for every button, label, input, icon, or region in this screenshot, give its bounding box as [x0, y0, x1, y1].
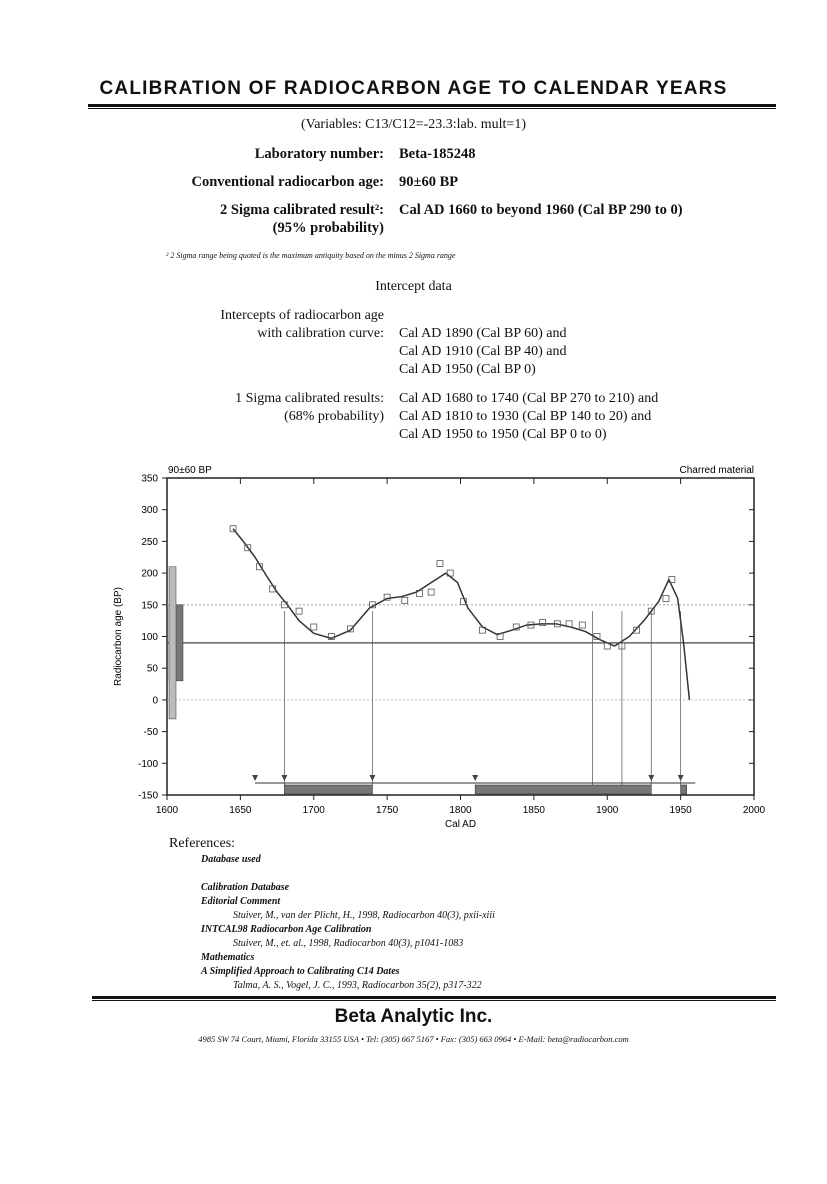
x-tick-label: 1600 — [155, 805, 179, 816]
x-tick-label: 1800 — [449, 805, 472, 816]
calibration-point — [663, 595, 669, 601]
y-tick-label: -100 — [137, 758, 158, 770]
sigma1-value: Cal AD 1680 to 1740 (Cal BP 270 to 210) and — [399, 391, 659, 406]
reference-line: Stuiver, M., van der Plicht, H., 1998, Radiocarbon 40(3), pxii-xiii — [233, 910, 495, 921]
top-rule — [88, 104, 776, 107]
x-tick-label: 1750 — [376, 805, 399, 816]
plot-frame — [167, 478, 754, 795]
age-distribution-sigma2 — [169, 567, 176, 719]
sigma1-label: 1 Sigma calibrated results: — [235, 391, 384, 406]
top-rule-thin — [88, 108, 776, 109]
variables-line: (Variables: C13/C12=-23.3:lab. mult=1) — [301, 117, 526, 132]
range-marker — [648, 775, 654, 781]
x-tick-label: 1700 — [302, 805, 325, 816]
intercept-value: Cal AD 1910 (Cal BP 40) and — [399, 344, 567, 359]
x-tick-label: 1950 — [669, 805, 692, 816]
x-tick-label: 1850 — [522, 805, 545, 816]
y-tick-label: 50 — [146, 663, 158, 675]
sigma1-value: Cal AD 1950 to 1950 (Cal BP 0 to 0) — [399, 427, 607, 442]
reference-line: Talma, A. S., Vogel, J. C., 1993, Radiocarbon 35(2), p317-322 — [233, 980, 482, 991]
intercepts-label-2: with calibration curve: — [257, 326, 384, 341]
range-marker — [281, 775, 287, 781]
y-tick-label: 0 — [152, 695, 158, 707]
y-tick-label: 300 — [141, 505, 158, 517]
reference-line: Editorial Comment — [201, 896, 281, 907]
sigma1-range-bar — [681, 785, 687, 794]
sigma1-range-bar — [284, 785, 372, 794]
range-marker — [252, 775, 258, 781]
sample-age-label: 90±60 BP — [168, 465, 212, 476]
calibration-point — [437, 561, 443, 567]
reference-line: Mathematics — [201, 952, 255, 963]
bottom-rule-thin — [92, 1000, 776, 1001]
material-label: Charred material — [679, 465, 754, 476]
y-tick-label: 100 — [141, 632, 158, 643]
conventional-age-label: Conventional radiocarbon age: — [191, 174, 384, 190]
intercepts-label-1: Intercepts of radiocarbon age — [220, 308, 384, 323]
x-axis-label: Cal AD — [444, 819, 477, 830]
reference-line: Calibration Database — [201, 882, 290, 893]
y-tick-label: 200 — [141, 568, 158, 580]
sigma2-label: 2 Sigma calibrated result²: — [220, 202, 384, 218]
y-axis-label: Radiocarbon age (BP) — [113, 587, 124, 686]
range-marker — [369, 775, 375, 781]
calibration-chart — [105, 455, 775, 835]
sigma2-probability-label: (95% probability) — [272, 220, 384, 236]
reference-line: Stuiver, M., et. al., 1998, Radiocarbon 40(3), p1041-1083 — [233, 938, 464, 949]
intercept-value: Cal AD 1890 (Cal BP 60) and — [399, 326, 567, 341]
calibration-point — [428, 589, 434, 595]
sigma1-probability-label: (68% probability) — [284, 409, 384, 424]
sigma1-range-bar — [475, 785, 651, 794]
intercept-title: Intercept data — [375, 279, 452, 294]
y-tick-label: 150 — [141, 600, 158, 612]
references-title: References: — [169, 836, 236, 851]
intercept-value: Cal AD 1950 (Cal BP 0) — [399, 362, 536, 377]
reference-line — [201, 867, 495, 881]
sigma1-value: Cal AD 1810 to 1930 (Cal BP 140 to 20) and — [399, 409, 652, 424]
x-tick-label: 1900 — [596, 805, 619, 816]
calibration-point — [579, 622, 585, 628]
calibration-point — [402, 597, 408, 603]
lab-number-value: Beta-185248 — [399, 146, 476, 162]
footnote: ² 2 Sigma range being quoted is the maximum antiquity based on the minus 2 Sigma range — [166, 251, 456, 260]
calibration-point — [296, 608, 302, 614]
y-tick-label: -50 — [143, 727, 158, 739]
y-tick-label: -150 — [137, 790, 158, 802]
reference-line: A Simplified Approach to Calibrating C14 Dates — [201, 966, 400, 977]
calibration-point — [540, 620, 546, 626]
x-tick-label: 1650 — [229, 805, 252, 816]
range-marker — [472, 775, 478, 781]
y-tick-label: 250 — [141, 536, 158, 548]
bottom-rule — [92, 996, 776, 999]
calibration-point — [311, 624, 317, 630]
range-marker — [678, 775, 684, 781]
reference-line: Database used — [201, 854, 261, 865]
company-name: Beta Analytic Inc. — [334, 1006, 493, 1027]
references-list — [201, 853, 495, 993]
x-tick-label: 2000 — [742, 805, 766, 816]
y-tick-label: 350 — [141, 473, 158, 485]
lab-number-label: Laboratory number: — [254, 146, 384, 162]
company-address: 4985 SW 74 Court, Miami, Florida 33155 USA • Tel: (305) 667 5167 • Fax: (305) 663 0964 • E-Mail: beta@radiocarbon.com — [198, 1034, 629, 1044]
page-title: CALIBRATION OF RADIOCARBON AGE TO CALENDAR YEARS — [99, 78, 728, 99]
sigma2-value: Cal AD 1660 to beyond 1960 (Cal BP 290 to 0) — [399, 202, 683, 218]
conventional-age-value: 90±60 BP — [399, 174, 459, 190]
reference-line: INTCAL98 Radiocarbon Age Calibration — [201, 924, 372, 935]
